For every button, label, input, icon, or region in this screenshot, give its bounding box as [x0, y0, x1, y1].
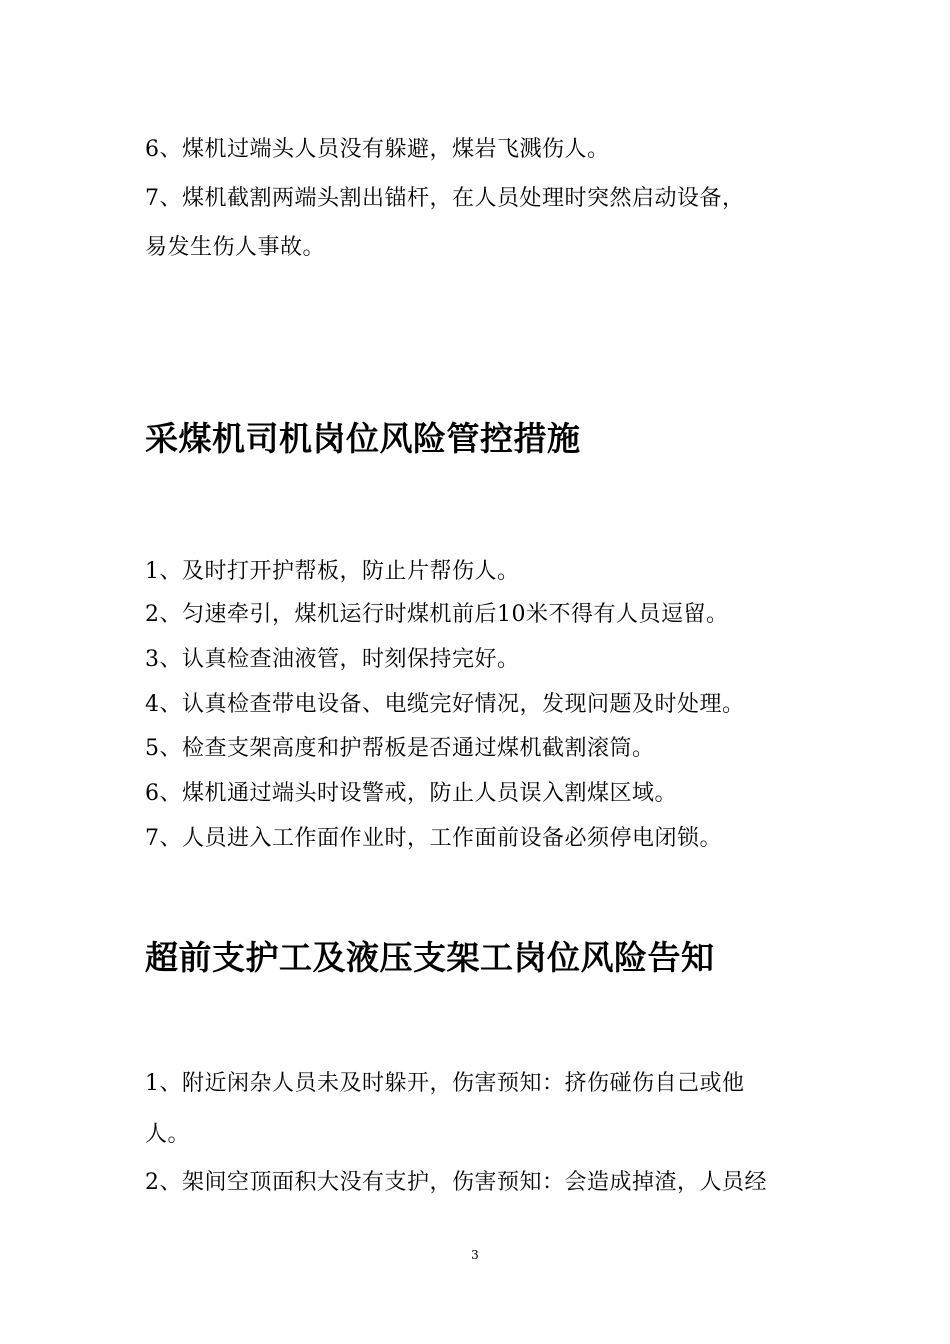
page-number: 3 [471, 1248, 479, 1262]
top-line-3: 易发生伤人事故。 [145, 235, 326, 260]
notice-line-3: 2、架间空顶面积大没有支护，伤害预知：会造成掉渣，人员经 [145, 1170, 767, 1195]
measure-item-4: 4、认真检查带电设备、电缆完好情况，发现问题及时处理。 [145, 692, 745, 717]
notice-line-1: 1、附近闲杂人员未及时躲开，伤害预知：挤伤碰伤自己或他 [145, 1071, 745, 1096]
top-line-2: 7、煤机截割两端头割出锚杆，在人员处理时突然启动设备， [145, 186, 745, 211]
measure-item-3: 3、认真检查油液管，时刻保持完好。 [145, 647, 520, 672]
top-line-1: 6、煤机过端头人员没有躲避，煤岩飞溅伤人。 [145, 137, 610, 162]
measure-item-5: 5、检查支架高度和护帮板是否通过煤机截割滚筒。 [145, 736, 655, 761]
notice-line-2: 人。 [145, 1122, 191, 1147]
measure-item-6: 6、煤机通过端头时设警戒，防止人员误入割煤区域。 [145, 781, 677, 806]
measure-item-2: 2、匀速牵引，煤机运行时煤机前后10米不得有人员逗留。 [145, 602, 729, 627]
measure-item-1: 1、及时打开护帮板，防止片帮伤人。 [145, 559, 520, 584]
section-heading-notice: 超前支护工及液压支架工岗位风险告知 [145, 938, 715, 977]
section-heading-measures: 采煤机司机岗位风险管控措施 [145, 419, 581, 458]
measure-item-7: 7、人员进入工作面作业时，工作面前设备必须停电闭锁。 [145, 826, 722, 851]
